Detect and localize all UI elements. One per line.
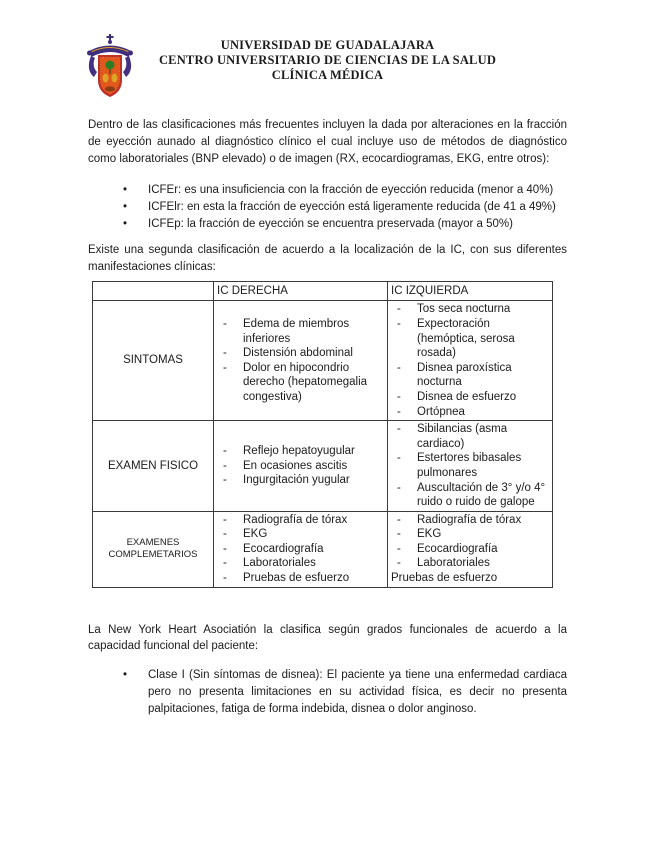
- table-corner-cell: [93, 282, 214, 301]
- header-university-name: UNIVERSIDAD DE GUADALAJARA: [220, 38, 435, 52]
- ic-manifestations-table: [92, 281, 553, 587]
- cell-sintomas-derecha: [214, 301, 388, 421]
- dash-marker: -: [397, 361, 401, 374]
- list-item: - Ingurgitación yugular: [216, 473, 385, 488]
- list-item: - Disnea de esfuerzo: [390, 390, 550, 405]
- nyha-bullet-list: [88, 667, 567, 717]
- list-item: - Radiografía de tórax: [216, 513, 385, 528]
- row-label: SINTOMAS: [93, 301, 214, 421]
- dash-marker: -: [397, 405, 401, 418]
- list-item: - Radiografía de tórax: [390, 513, 550, 528]
- dash-marker: -: [397, 513, 401, 526]
- dash-marker: -: [223, 542, 227, 555]
- bullet-icon: •: [123, 184, 128, 197]
- list-item-text: ICFEr: es una insuficiencia con la fracción de eyección reducida (menor a 40%): [148, 184, 554, 197]
- cell-sintomas-izquierda: [388, 301, 553, 421]
- dash-marker: -: [397, 452, 401, 465]
- dash-marker: -: [223, 459, 227, 472]
- header-center-name: CENTRO UNIVERSITARIO DE CIENCIAS DE LA SALUD: [158, 53, 497, 67]
- row-label: EXAMENES COMPLEMETARIOS: [93, 511, 214, 587]
- list-item: - Expectoración (hemóptica, serosa rosada): [390, 317, 550, 361]
- list-item: - Auscultación de 3° y/o 4° ruido o ruido de galope: [390, 481, 550, 510]
- dash-marker: -: [223, 347, 227, 360]
- list-item-text: ICFEp: la fracción de eyección se encuentra preservada (mayor a 50%): [148, 217, 513, 230]
- dash-marker: -: [223, 474, 227, 487]
- list-item: - Disnea paroxística nocturna: [390, 361, 550, 390]
- list-item: - Tos seca nocturna: [390, 302, 550, 317]
- table-row-sintomas: [93, 301, 553, 421]
- list-item: - Edema de miembros inferiores: [216, 317, 385, 346]
- udg-crest-logo: [86, 33, 134, 105]
- bullet-icon: •: [123, 217, 128, 230]
- row-label: EXAMEN FISICO: [93, 421, 214, 512]
- paragraph-ef-classification: Dentro de las clasificaciones más frecuentes incluyen la dada por alteraciones en la fracción de eyección aunado al diagnóstico clínico el cual incluye uso de métodos de diagnóstico como laboratoriales (BNP elevado) o de imagen (RX, ecocardiogramas, EKG, entre otros):: [88, 119, 567, 165]
- dash-marker: -: [397, 481, 401, 494]
- list-item: - Laboratoriales: [390, 556, 550, 571]
- table-row-examenes-complementarios: [93, 511, 553, 587]
- list-item: [88, 182, 567, 199]
- cell-complementarios-izquierda: [388, 511, 553, 587]
- cell-examen-derecha: [214, 421, 388, 512]
- document-body: [88, 117, 567, 718]
- paragraph-nyha: La New York Heart Asociatión la clasifica según grados funcionales de acuerdo a la capacidad funcional del paciente:: [88, 623, 567, 653]
- list-item: - Estertores bibasales pulmonares: [390, 451, 550, 480]
- paragraph-second-classification: Existe una segunda clasificación de acuerdo a la localización de la IC, con sus diferentes manifestaciones clínicas:: [88, 243, 567, 273]
- dash-marker: -: [397, 303, 401, 316]
- dash-marker: -: [397, 317, 401, 330]
- column-header-ic-derecha: IC DERECHA: [214, 282, 388, 301]
- list-item: - Dolor en hipocondrio derecho (hepatomegalia congestiva): [216, 361, 385, 405]
- header-course-name: CLÍNICA MÉDICA: [271, 68, 384, 82]
- table-header-row: [93, 282, 553, 301]
- dash-marker: -: [397, 390, 401, 403]
- dash-marker: -: [397, 542, 401, 555]
- list-item: - Laboratoriales: [216, 556, 385, 571]
- list-item: - Pruebas de esfuerzo: [216, 571, 385, 586]
- dash-marker: -: [223, 361, 227, 374]
- dash-marker: -: [223, 528, 227, 541]
- list-item: - Ecocardiografía: [216, 542, 385, 557]
- list-item: - Ortópnea: [390, 405, 550, 420]
- column-header-ic-izquierda: IC IZQUIERDA: [388, 282, 553, 301]
- bullet-icon: •: [123, 669, 128, 682]
- dash-marker: -: [397, 528, 401, 541]
- list-item: - Sibilancias (asma cardiaco): [390, 422, 550, 451]
- dash-marker: -: [397, 423, 401, 436]
- ef-bullet-list: [88, 182, 567, 232]
- list-item: [88, 216, 567, 233]
- dash-marker: -: [223, 317, 227, 330]
- list-item: - Distensión abdominal: [216, 346, 385, 361]
- list-item: - EKG: [390, 527, 550, 542]
- dash-marker: -: [223, 572, 227, 585]
- bullet-icon: •: [123, 201, 128, 214]
- list-item: [88, 667, 567, 717]
- list-item: - Ecocardiografía: [390, 542, 550, 557]
- cell-complementarios-derecha: [214, 511, 388, 587]
- list-item-text: ICFElr: en esta la fracción de eyección está ligeramente reducida (de 41 a 49%): [148, 201, 556, 214]
- dash-marker: -: [223, 513, 227, 526]
- dash-marker: -: [223, 557, 227, 570]
- list-item: - Reflejo hepatoyugular: [216, 444, 385, 459]
- cell-examen-izquierda: [388, 421, 553, 512]
- dash-marker: -: [223, 445, 227, 458]
- list-item: - En ocasiones ascitis: [216, 459, 385, 474]
- list-item-no-dash: Pruebas de esfuerzo: [391, 572, 498, 585]
- list-item: - EKG: [216, 527, 385, 542]
- table-row-examen-fisico: [93, 421, 553, 512]
- dash-marker: -: [397, 557, 401, 570]
- list-item-text: Clase I (Sin síntomas de disnea): El paciente ya tiene una enfermedad cardiaca pero no presenta limitaciones en su actividad física, es decir no presenta palpitaciones, fatiga de forma indebida, disnea o dolor anginoso.: [148, 669, 567, 715]
- list-item: [88, 199, 567, 216]
